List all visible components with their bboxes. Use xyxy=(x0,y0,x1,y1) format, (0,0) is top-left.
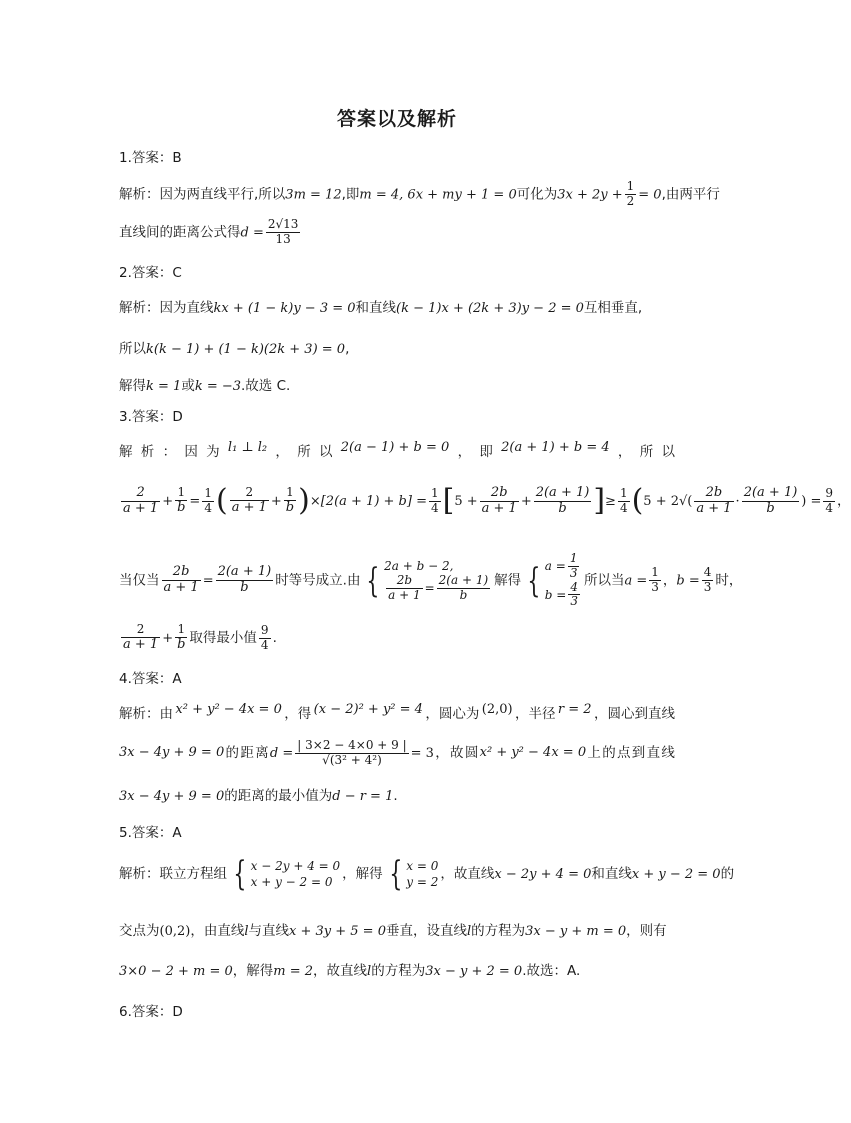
answer-4: 4.答案：A xyxy=(119,671,182,687)
system-of-equations-4: { x = 0 y = 2 xyxy=(388,854,439,894)
explanation-5-line-3: 3×0 − 2 + m = 0，解得m = 2，故直线l的方程为3x − y + 2 = 0.故选：A. xyxy=(119,963,581,979)
explanation-2-line-1: 解析：因为直线kx + (1 − k)y − 3 = 0和直线(k − 1)x + (2k + 3)y − 2 = 0互相垂直, xyxy=(119,300,643,316)
explanation-3-line-2: $\frac{2}{a + 1}$ + $\frac{1}{b}$ = $\frac{1}{4}$ ( $\frac{2}{a + 1}$ + $\frac{1}{b}$ )×[2(a + 1) + b] = $\frac{1}{4}$ [5 + $\frac{2b}{a + 1}$ + $\frac{2(a + 1)}{b}$ ]≥ $\frac{1}{4}$ (5 + 2√( $\frac{2b}{a + 1}$ · $\frac{2(a + 1)}{b}$ ) = $\frac{9}{4}$ ， xyxy=(123,483,851,518)
explanation-4-line-3: 3x − 4y + 9 = 0的距离的最小值为d − r = 1. xyxy=(119,788,398,804)
answer-5: 5.答案：A xyxy=(119,825,182,841)
answer-3: 3.答案：D xyxy=(119,409,183,425)
explanation-2-line-2: 所以k(k − 1) + (1 − k)(2k + 3) = 0, xyxy=(119,341,350,357)
answer-6: 6.答案：D xyxy=(119,1004,183,1020)
explanation-5-line-1: 解析：联立方程组 { x − 2y + 4 = 0 x + y − 2 = 0 ，解得 { x = 0 y = 2 ，故直线x − 2y + 4 = 0和直线x + y − 2 = 0的 xyxy=(119,854,735,894)
explanation-1-line-2: 直线间的距离公式得d = $\frac{2√13}{13}$ xyxy=(119,217,299,246)
explanation-3-line-1: 解 析 ： 因 为 l₁ ⊥ l₂ ， 所 以 2(a − 1) + b = 0 ， 即 2(a + 1) + b = 4 ， 所 以 xyxy=(119,440,675,460)
explanation-3-line-4: $\frac{2}{a + 1}$ + $\frac{1}{b}$ 取得最小值 $\frac{9}{4}$ . xyxy=(123,622,277,652)
answer-2: 2.答案：C xyxy=(119,265,182,281)
explanation-5-line-2: 交点为(0,2)，由直线l与直线x + 3y + 5 = 0垂直，设直线l的方程为3x − y + m = 0，则有 xyxy=(119,923,667,939)
explanation-4-line-2: 3x − 4y + 9 = 0 的 距 离 d = $\frac{| 3\times 2 - 4\times 0 + 9 |}{\text{√(3² + 4²)}}$ = 3 ， 故 圆 x² + y² − 4x = 0 上 的 点 到 直 线 xyxy=(119,737,675,767)
system-of-equations-3: { x − 2y + 4 = 0 x + y − 2 = 0 xyxy=(233,854,341,894)
system-of-equations-2: { a = $\frac{1}{3}$ b = $\frac{4}{3}$ xyxy=(527,551,578,609)
explanation-2-line-3: 解得k = 1或k = −3.故选 C. xyxy=(119,378,291,394)
system-of-equations-1: { 2a + b − 2, $\frac{2b}{a + 1}$ = $\frac{2(a + 1)}{b}$ xyxy=(366,559,489,603)
answer-1: 1.答案：B xyxy=(119,150,182,166)
explanation-4-line-1: 解析：由 x² + y² − 4x = 0 ，得 (x − 2)² + y² = 4 ，圆心为 (2,0) ，半径 r = 2 ，圆心到直线 xyxy=(119,702,675,722)
explanation-3-line-3: 当仅当 $\frac{2b}{a + 1}$ = $\frac{2(a + 1)}{b}$ 时等号成立.由 { 2a + b − 2, $\frac{2b}{a + 1}$ = $\frac{2(a + 1)}{b}$ 解得 { a = $\frac{1}{3}$ b = $\frac{4}{3}$ 所以当a = $\frac{1}{3}$ ，b = $\frac{4}{3}$ 时， xyxy=(119,551,743,609)
explanation-1-line-1: 解析：因为两直线平行,所以3m = 12,即m = 4, 6x + my + 1 = 0可化为3x + 2y + $\frac{1}{2}$ = 0,由两平行 xyxy=(119,179,720,208)
page-title: 答案以及解析 xyxy=(336,108,457,130)
